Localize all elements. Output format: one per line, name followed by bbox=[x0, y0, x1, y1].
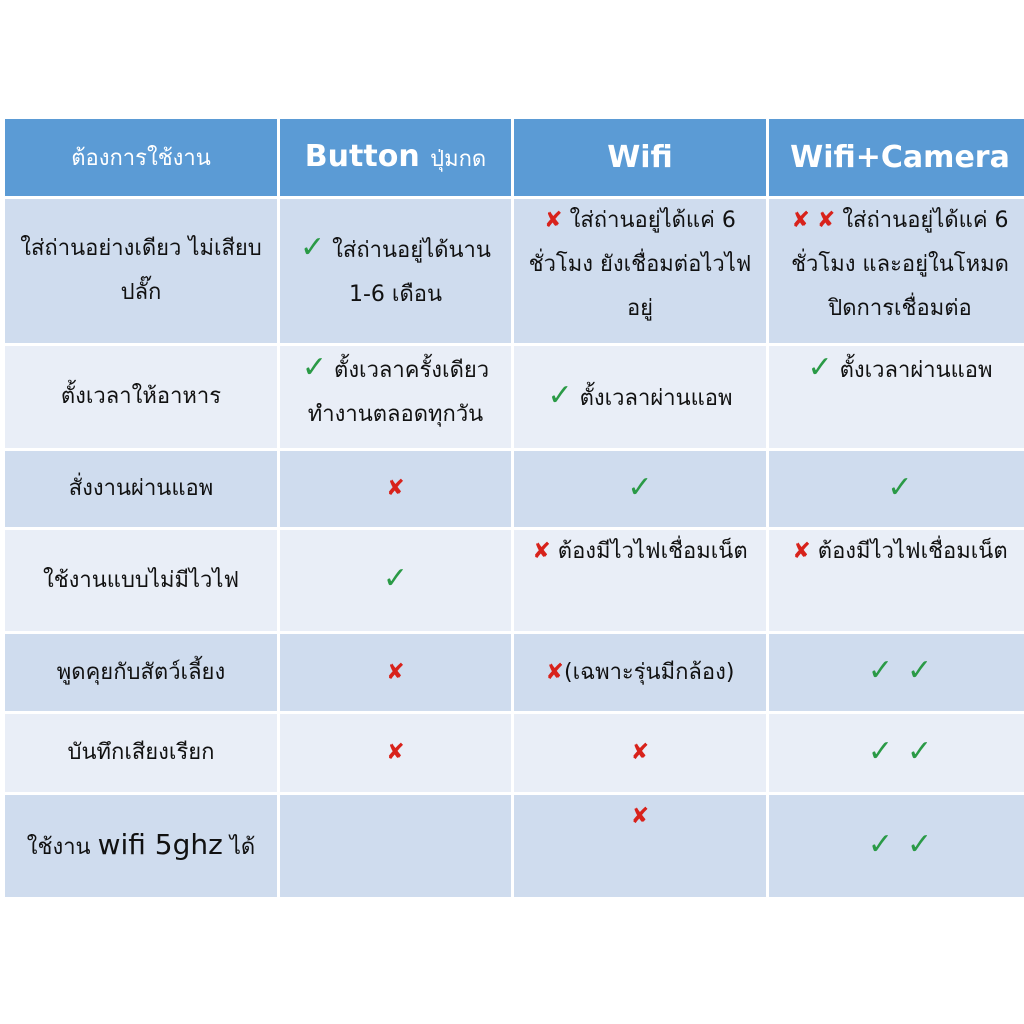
cross-icon: ✘ bbox=[545, 659, 564, 685]
check-icon: ✓ bbox=[887, 469, 913, 505]
cross-icon: ✘ bbox=[630, 804, 650, 829]
check-icon: ✓ bbox=[382, 561, 409, 596]
wifi-camera-cell bbox=[769, 199, 1024, 343]
header-row bbox=[5, 119, 1024, 196]
wifi-camera-cell-text: ใส่ถ่านอยู่ได้แค่ 6 ชั่วโมง และอยู่ในโหมดปิดการเชื่อมต่อ bbox=[791, 208, 1009, 321]
table-row bbox=[5, 795, 1024, 897]
button-cell bbox=[280, 795, 511, 897]
check-icon: ✓ bbox=[301, 350, 328, 385]
check-icon: ✓ bbox=[907, 733, 933, 769]
feature-cell bbox=[5, 634, 277, 711]
table-row bbox=[5, 199, 1024, 343]
header-wifi-camera: Wifi+Camera bbox=[769, 119, 1024, 196]
wifi-camera-cell bbox=[769, 451, 1024, 527]
button-cell bbox=[280, 451, 511, 527]
cross-icon: ✘ bbox=[386, 740, 405, 765]
table-row bbox=[5, 714, 1024, 792]
check-icon: ✓ bbox=[907, 826, 933, 862]
button-cell bbox=[280, 530, 511, 631]
wifi-cell bbox=[514, 199, 766, 343]
button-cell bbox=[280, 714, 511, 792]
wifi-cell bbox=[514, 634, 766, 711]
header-feature: ต้องการใช้งาน bbox=[5, 119, 277, 196]
wifi-camera-cell-text: ต้องมีไวไฟเชื่อมเน็ต bbox=[817, 539, 1008, 564]
check-icon: ✓ bbox=[867, 733, 893, 769]
cross-icon: ✘ bbox=[386, 659, 405, 685]
feature-label: สั่งงานผ่านแอพ bbox=[68, 476, 214, 501]
feature-cell bbox=[5, 451, 277, 527]
feature-label-suffix: ได้ bbox=[229, 834, 256, 860]
cross-icon: ✘ bbox=[386, 476, 405, 501]
button-cell-text: ใส่ถ่านอยู่ได้นาน 1-6 เดือน bbox=[332, 237, 491, 307]
feature-label: บันทึกเสียงเรียก bbox=[67, 740, 215, 765]
wifi-camera-cell bbox=[769, 634, 1024, 711]
wifi-cell-text: ตั้งเวลาผ่านแอพ bbox=[579, 385, 733, 411]
button-cell-text: ตั้งเวลาครั้งเดียว ทำงานตลอดทุกวัน bbox=[307, 358, 490, 427]
cross-icon: ✘ bbox=[792, 539, 811, 564]
check-icon: ✓ bbox=[867, 826, 893, 862]
feature-label: พูดคุยกับสัตว์เลี้ยง bbox=[56, 659, 226, 685]
feature-label-main: wifi 5ghz bbox=[97, 827, 223, 861]
feature-label-prefix: ใช้งาน bbox=[26, 834, 91, 860]
feature-cell bbox=[5, 346, 277, 448]
check-icon: ✓ bbox=[300, 229, 326, 265]
feature-cell bbox=[5, 530, 277, 631]
cross-icon: ✘ bbox=[630, 740, 650, 765]
table-row bbox=[5, 634, 1024, 711]
cross-icon: ✘ bbox=[532, 539, 551, 564]
feature-label: ตั้งเวลาให้อาหาร bbox=[60, 384, 222, 409]
header-button-sub: ปุ่มกด bbox=[430, 147, 487, 172]
check-icon: ✓ bbox=[867, 653, 893, 688]
feature-cell bbox=[5, 714, 277, 792]
feature-label: ใช้งานแบบไม่มีไวไฟ bbox=[42, 567, 240, 593]
cross-icon: ✘ bbox=[544, 208, 563, 233]
wifi-cell-text: (เฉพาะรุ่นมีกล้อง) bbox=[563, 659, 735, 685]
button-cell bbox=[280, 346, 511, 448]
wifi-cell bbox=[514, 795, 766, 897]
header-wifi: Wifi bbox=[514, 119, 766, 196]
wifi-cell bbox=[514, 530, 766, 631]
feature-label: ใส่ถ่านอย่างเดียว ไม่เสียบปลั๊ก bbox=[20, 236, 262, 305]
comparison-table bbox=[2, 116, 1024, 900]
wifi-camera-cell bbox=[769, 530, 1024, 631]
feature-cell bbox=[5, 199, 277, 343]
button-cell bbox=[280, 199, 511, 343]
wifi-cell bbox=[514, 346, 766, 448]
wifi-cell-text: ใส่ถ่านอยู่ได้แค่ 6 ชั่วโมง ยังเชื่อมต่อไวไฟอยู่ bbox=[528, 208, 752, 321]
wifi-cell-text: ต้องมีไวไฟเชื่อมเน็ต bbox=[557, 539, 748, 564]
wifi-camera-cell bbox=[769, 346, 1024, 448]
check-icon: ✓ bbox=[807, 350, 833, 385]
feature-cell bbox=[5, 795, 277, 897]
table-row bbox=[5, 530, 1024, 631]
table-row bbox=[5, 346, 1024, 448]
wifi-camera-cell-text: ตั้งเวลาผ่านแอพ bbox=[839, 358, 993, 383]
table-row bbox=[5, 451, 1024, 527]
header-button bbox=[280, 119, 511, 196]
cross-icon: ✘ bbox=[816, 208, 836, 233]
cross-icon: ✘ bbox=[791, 208, 810, 233]
check-icon: ✓ bbox=[547, 377, 573, 413]
check-icon: ✓ bbox=[627, 469, 653, 505]
wifi-cell bbox=[514, 714, 766, 792]
wifi-camera-cell bbox=[769, 714, 1024, 792]
button-cell bbox=[280, 634, 511, 711]
check-icon: ✓ bbox=[907, 653, 933, 688]
header-button-main: Button bbox=[304, 139, 420, 174]
wifi-cell bbox=[514, 451, 766, 527]
wifi-camera-cell bbox=[769, 795, 1024, 897]
